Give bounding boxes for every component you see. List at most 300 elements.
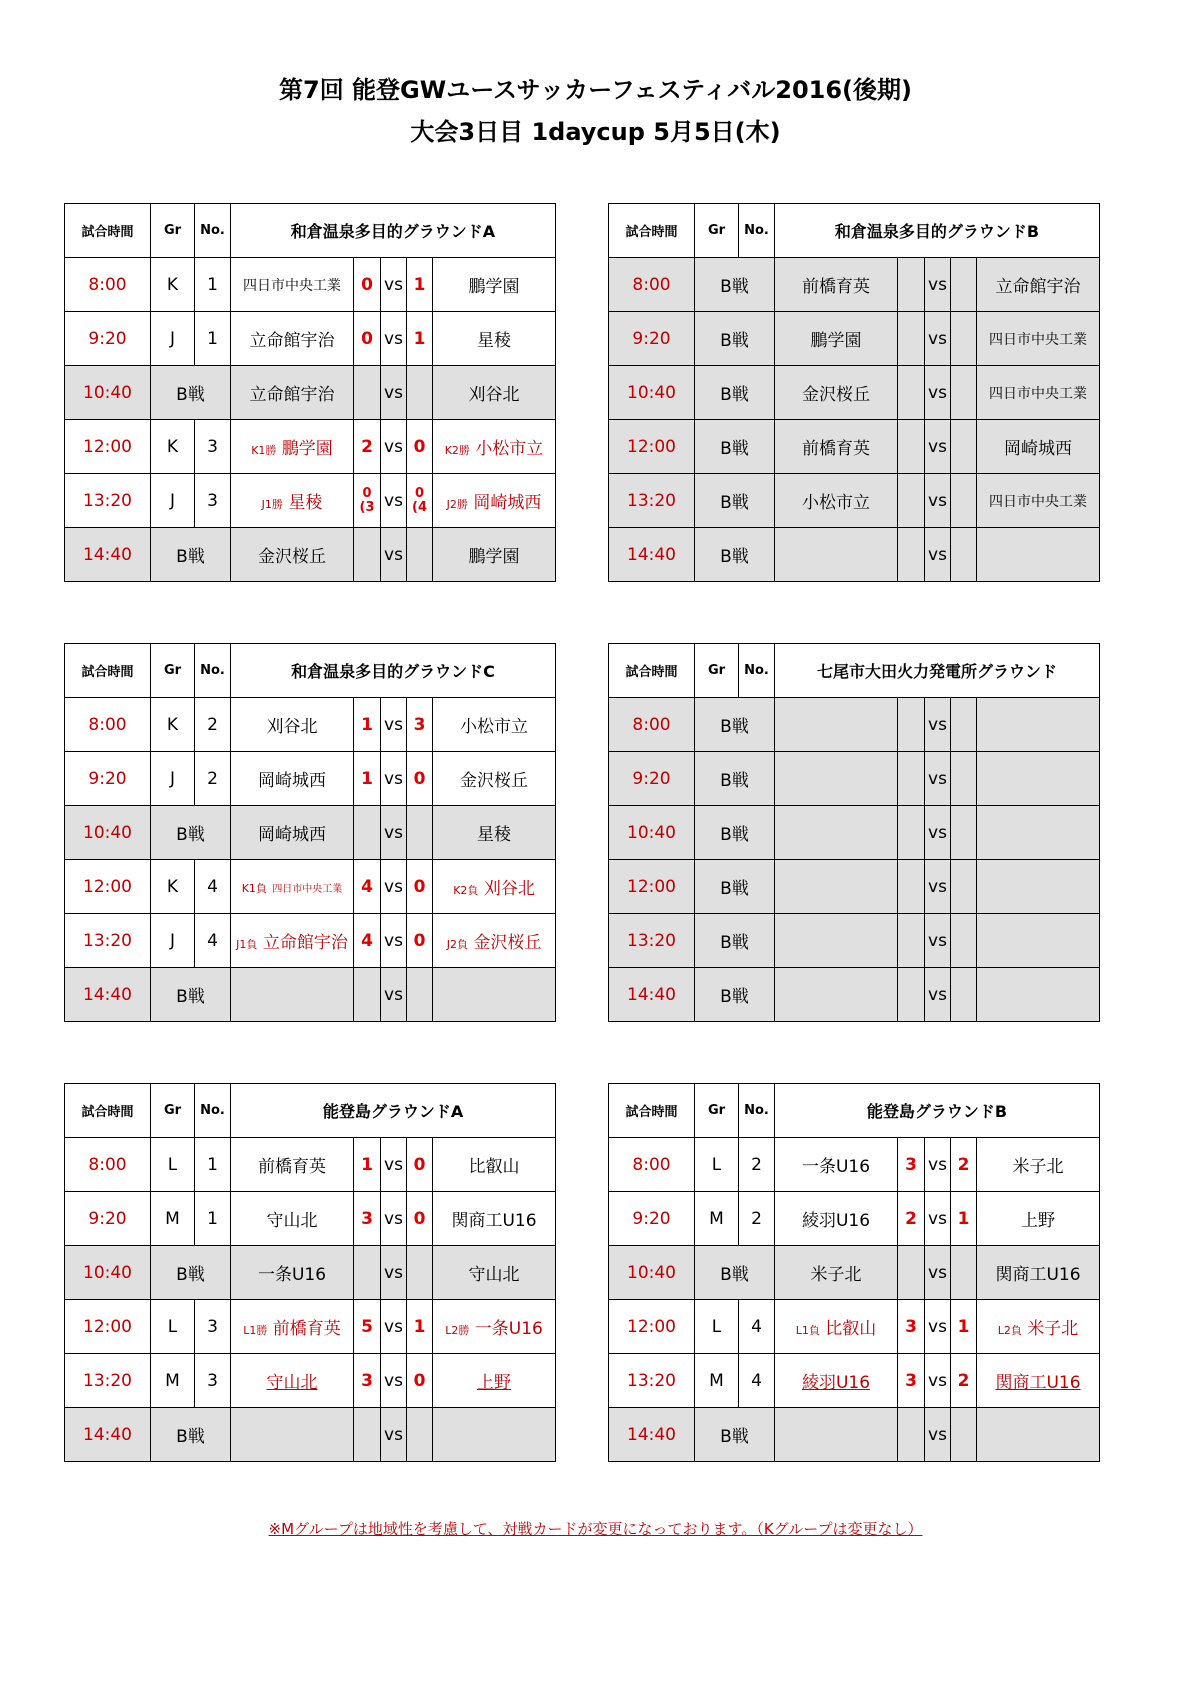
vs-label: vs (925, 258, 951, 312)
match-time: 10:40 (609, 1246, 695, 1300)
group: J (151, 752, 195, 806)
table-row (65, 366, 556, 420)
vs-label: vs (925, 474, 951, 528)
home-seed: K1勝 (251, 444, 277, 457)
away-score: 3 (407, 698, 433, 752)
match-time: 10:40 (609, 366, 695, 420)
away-team (977, 914, 1100, 968)
away-score: 0 (407, 1138, 433, 1192)
away-score (407, 366, 433, 420)
away-score: 1 (951, 1300, 977, 1354)
away-team: 立命館宇治 (977, 258, 1100, 312)
schedule-table (608, 643, 1100, 1022)
away-team: 四日市中央工業 (977, 474, 1100, 528)
table-row (609, 1408, 1100, 1462)
home-score (898, 698, 925, 752)
home-team: K1負 四日市中央工業 (231, 860, 354, 914)
home-team: J1負 立命館宇治 (231, 914, 354, 968)
b-match-label: B戦 (695, 1246, 775, 1300)
header-time: 試合時間 (65, 1084, 151, 1138)
home-team (775, 698, 898, 752)
away-team (977, 860, 1100, 914)
vs-label: vs (381, 1246, 407, 1300)
away-team: K2勝 小松市立 (433, 420, 556, 474)
away-score (951, 312, 977, 366)
home-team (231, 968, 354, 1022)
home-score (354, 1408, 381, 1462)
table-row (65, 914, 556, 968)
away-score (407, 1246, 433, 1300)
away-team: 比叡山 (433, 1138, 556, 1192)
vs-label: vs (925, 968, 951, 1022)
home-team: K1勝 鵬学園 (231, 420, 354, 474)
vs-label: vs (925, 366, 951, 420)
match-time: 13:20 (609, 1354, 695, 1408)
b-match-label: B戦 (151, 968, 231, 1022)
table-row (609, 806, 1100, 860)
match-no: 3 (195, 474, 231, 528)
header-time: 試合時間 (609, 644, 695, 698)
away-score (951, 474, 977, 528)
away-score: 2 (951, 1138, 977, 1192)
home-score (898, 528, 925, 582)
home-team: 前橋育英 (775, 420, 898, 474)
table-row (65, 474, 556, 528)
match-time: 9:20 (65, 1192, 151, 1246)
header-gr: Gr (151, 1084, 195, 1138)
b-match-label: B戦 (695, 914, 775, 968)
match-no: 4 (739, 1354, 775, 1408)
table-row (609, 860, 1100, 914)
group: M (695, 1192, 739, 1246)
group: K (151, 258, 195, 312)
match-no: 4 (195, 914, 231, 968)
away-team (977, 1408, 1100, 1462)
away-team: 星稜 (433, 806, 556, 860)
vs-label: vs (381, 1408, 407, 1462)
match-time: 12:00 (65, 1300, 151, 1354)
match-time: 13:20 (65, 474, 151, 528)
ground-name: 和倉温泉多目的グラウンドC (231, 644, 556, 698)
table-row (65, 312, 556, 366)
home-team: 立命館宇治 (231, 312, 354, 366)
table-row (609, 420, 1100, 474)
home-team: 刈谷北 (231, 698, 354, 752)
table-row (609, 752, 1100, 806)
match-no: 1 (195, 1138, 231, 1192)
away-score: 1 (407, 312, 433, 366)
match-no: 3 (195, 1300, 231, 1354)
home-team: 小松市立 (775, 474, 898, 528)
ground-name: 和倉温泉多目的グラウンドA (231, 204, 556, 258)
match-time: 14:40 (609, 1408, 695, 1462)
table-row (65, 806, 556, 860)
header-time: 試合時間 (65, 204, 151, 258)
schedule-table (64, 1083, 556, 1462)
group: J (151, 914, 195, 968)
b-match-label: B戦 (695, 806, 775, 860)
header-gr: Gr (151, 644, 195, 698)
match-no: 4 (195, 860, 231, 914)
vs-label: vs (381, 1192, 407, 1246)
away-score: 1 (951, 1192, 977, 1246)
match-time: 12:00 (609, 860, 695, 914)
vs-label: vs (925, 1300, 951, 1354)
away-team: J2負 金沢桜丘 (433, 914, 556, 968)
b-match-label: B戦 (695, 366, 775, 420)
table-row (609, 1246, 1100, 1300)
vs-label: vs (381, 806, 407, 860)
away-score: 0 (407, 752, 433, 806)
away-score (951, 420, 977, 474)
away-score (951, 860, 977, 914)
b-match-label: B戦 (695, 528, 775, 582)
away-score (951, 366, 977, 420)
ground-name: 和倉温泉多目的グラウンドB (775, 204, 1100, 258)
match-no: 3 (195, 420, 231, 474)
vs-label: vs (381, 420, 407, 474)
vs-label: vs (381, 752, 407, 806)
vs-label: vs (381, 528, 407, 582)
header-no: No. (195, 204, 231, 258)
home-score: 1 (354, 752, 381, 806)
home-team: 綾羽U16 (775, 1192, 898, 1246)
match-no: 3 (195, 1354, 231, 1408)
away-team: 守山北 (433, 1246, 556, 1300)
schedule-table (64, 643, 556, 1022)
table-row (609, 1354, 1100, 1408)
away-team: 鵬学園 (433, 258, 556, 312)
away-score (951, 1246, 977, 1300)
away-team: J2勝 岡崎城西 (433, 474, 556, 528)
group: K (151, 860, 195, 914)
header-time: 試合時間 (65, 644, 151, 698)
match-time: 9:20 (65, 752, 151, 806)
match-time: 10:40 (609, 806, 695, 860)
home-team: 四日市中央工業 (231, 258, 354, 312)
vs-label: vs (381, 366, 407, 420)
home-score: 4 (354, 860, 381, 914)
schedule-table (608, 203, 1100, 582)
group: J (151, 312, 195, 366)
match-time: 10:40 (65, 1246, 151, 1300)
away-team: 四日市中央工業 (977, 366, 1100, 420)
b-match-label: B戦 (695, 1408, 775, 1462)
table-row (609, 474, 1100, 528)
table-row (609, 968, 1100, 1022)
home-team: 一条U16 (775, 1138, 898, 1192)
table-row (65, 698, 556, 752)
away-score: 1 (407, 1300, 433, 1354)
match-time: 9:20 (609, 1192, 695, 1246)
away-score (407, 968, 433, 1022)
home-score (354, 968, 381, 1022)
away-team: 米子北 (977, 1138, 1100, 1192)
away-score: 0 (407, 860, 433, 914)
match-time: 13:20 (609, 914, 695, 968)
ground-name: 能登島グラウンドA (231, 1084, 556, 1138)
table-row (65, 1138, 556, 1192)
home-score: 4 (354, 914, 381, 968)
away-seed: J2勝 (446, 498, 468, 511)
home-seed: L1負 (795, 1324, 820, 1337)
home-score: 2 (354, 420, 381, 474)
match-no: 2 (195, 752, 231, 806)
match-time: 14:40 (609, 968, 695, 1022)
b-match-label: B戦 (151, 1408, 231, 1462)
header-time: 試合時間 (609, 1084, 695, 1138)
away-team: 岡崎城西 (977, 420, 1100, 474)
vs-label: vs (925, 420, 951, 474)
away-team: L2勝 一条U16 (433, 1300, 556, 1354)
away-score (407, 806, 433, 860)
home-score (354, 528, 381, 582)
vs-label: vs (381, 860, 407, 914)
vs-label: vs (925, 1408, 951, 1462)
vs-label: vs (925, 914, 951, 968)
home-score (898, 420, 925, 474)
away-team (977, 968, 1100, 1022)
b-match-label: B戦 (695, 420, 775, 474)
match-time: 12:00 (609, 1300, 695, 1354)
home-score (898, 968, 925, 1022)
home-team: 一条U16 (231, 1246, 354, 1300)
group: J (151, 474, 195, 528)
table-row (65, 258, 556, 312)
away-score: 0 (4 (407, 474, 433, 528)
match-time: 12:00 (65, 860, 151, 914)
home-team: L1勝 前橋育英 (231, 1300, 354, 1354)
group: M (151, 1192, 195, 1246)
header-no: No. (195, 644, 231, 698)
b-match-label: B戦 (151, 806, 231, 860)
table-row (65, 860, 556, 914)
match-time: 9:20 (65, 312, 151, 366)
away-team: 小松市立 (433, 698, 556, 752)
group: M (151, 1354, 195, 1408)
header-no: No. (195, 1084, 231, 1138)
home-team: L1負 比叡山 (775, 1300, 898, 1354)
match-no: 1 (195, 312, 231, 366)
home-team (775, 752, 898, 806)
home-team (775, 1408, 898, 1462)
away-team: 関商工U16 (433, 1192, 556, 1246)
ground-name: 能登島グラウンドB (775, 1084, 1100, 1138)
match-time: 12:00 (609, 420, 695, 474)
home-score: 0 (3 (354, 474, 381, 528)
away-team (977, 528, 1100, 582)
home-team: 米子北 (775, 1246, 898, 1300)
match-time: 14:40 (65, 528, 151, 582)
home-score: 5 (354, 1300, 381, 1354)
group: K (151, 698, 195, 752)
away-team: 金沢桜丘 (433, 752, 556, 806)
home-team: 立命館宇治 (231, 366, 354, 420)
b-match-label: B戦 (695, 258, 775, 312)
away-team: L2負 米子北 (977, 1300, 1100, 1354)
group: K (151, 420, 195, 474)
header-no: No. (739, 204, 775, 258)
b-match-label: B戦 (695, 860, 775, 914)
away-score (951, 258, 977, 312)
vs-label: vs (381, 474, 407, 528)
home-score (898, 914, 925, 968)
away-score: 0 (407, 1192, 433, 1246)
home-team (775, 914, 898, 968)
vs-label: vs (925, 806, 951, 860)
away-score (951, 968, 977, 1022)
page-subtitle: 大会3日目 1daycup 5月5日(木) (410, 118, 781, 146)
away-team (433, 968, 556, 1022)
home-score (898, 474, 925, 528)
b-match-label: B戦 (151, 528, 231, 582)
match-no: 1 (195, 258, 231, 312)
home-score: 2 (898, 1192, 925, 1246)
away-score (951, 1408, 977, 1462)
table-row (65, 1300, 556, 1354)
header-gr: Gr (695, 1084, 739, 1138)
header-gr: Gr (695, 644, 739, 698)
b-match-label: B戦 (695, 698, 775, 752)
home-team: 金沢桜丘 (775, 366, 898, 420)
away-team (977, 752, 1100, 806)
table-row (609, 312, 1100, 366)
away-team (977, 698, 1100, 752)
away-team: 関商工U16 (977, 1354, 1100, 1408)
vs-label: vs (381, 1300, 407, 1354)
home-score (898, 312, 925, 366)
b-match-label: B戦 (151, 1246, 231, 1300)
home-team: 前橋育英 (775, 258, 898, 312)
match-time: 13:20 (65, 914, 151, 968)
b-match-label: B戦 (151, 366, 231, 420)
away-seed: K2負 (453, 884, 479, 897)
group: L (695, 1300, 739, 1354)
match-no: 4 (739, 1300, 775, 1354)
match-time: 14:40 (65, 1408, 151, 1462)
table-row (609, 258, 1100, 312)
away-team (977, 806, 1100, 860)
match-time: 10:40 (65, 366, 151, 420)
home-score: 3 (354, 1354, 381, 1408)
footnote: ※Mグループは地域性を考慮して、対戦カードが変更になっております。（Kグループは変更なし） (268, 1520, 923, 1538)
b-match-label: B戦 (695, 968, 775, 1022)
away-team: K2負 刈谷北 (433, 860, 556, 914)
home-score (898, 1408, 925, 1462)
away-score (951, 914, 977, 968)
home-team: 守山北 (231, 1192, 354, 1246)
header-gr: Gr (695, 204, 739, 258)
home-score (898, 1246, 925, 1300)
home-team: 岡崎城西 (231, 752, 354, 806)
group: M (695, 1354, 739, 1408)
home-score (354, 806, 381, 860)
b-match-label: B戦 (695, 312, 775, 366)
table-row (65, 968, 556, 1022)
vs-label: vs (381, 1354, 407, 1408)
away-score: 0 (407, 914, 433, 968)
away-score: 0 (407, 1354, 433, 1408)
away-score (951, 528, 977, 582)
home-team (775, 528, 898, 582)
match-no: 2 (195, 698, 231, 752)
home-score: 0 (354, 258, 381, 312)
group: L (151, 1138, 195, 1192)
vs-label: vs (925, 1192, 951, 1246)
home-team: 守山北 (231, 1354, 354, 1408)
match-time: 8:00 (609, 258, 695, 312)
vs-label: vs (381, 968, 407, 1022)
match-time: 8:00 (65, 1138, 151, 1192)
away-score: 0 (407, 420, 433, 474)
match-time: 14:40 (65, 968, 151, 1022)
vs-label: vs (925, 752, 951, 806)
away-team (433, 1408, 556, 1462)
table-row (609, 698, 1100, 752)
home-score: 3 (898, 1354, 925, 1408)
match-time: 8:00 (65, 258, 151, 312)
match-time: 14:40 (609, 528, 695, 582)
table-row (65, 1246, 556, 1300)
table-row (65, 752, 556, 806)
away-team: 上野 (433, 1354, 556, 1408)
home-score (898, 366, 925, 420)
table-row (609, 1300, 1100, 1354)
away-seed: L2勝 (445, 1324, 470, 1337)
home-team: 前橋育英 (231, 1138, 354, 1192)
vs-label: vs (925, 1138, 951, 1192)
schedule-table (608, 1083, 1100, 1462)
group: L (151, 1300, 195, 1354)
home-team (775, 806, 898, 860)
b-match-label: B戦 (695, 474, 775, 528)
match-time: 9:20 (609, 312, 695, 366)
away-score (951, 752, 977, 806)
vs-label: vs (381, 914, 407, 968)
away-score (951, 698, 977, 752)
home-seed: K1負 (241, 881, 267, 895)
away-score: 2 (951, 1354, 977, 1408)
match-time: 9:20 (609, 752, 695, 806)
vs-label: vs (381, 1138, 407, 1192)
home-team (775, 968, 898, 1022)
group: L (695, 1138, 739, 1192)
table-row (609, 914, 1100, 968)
home-team: 綾羽U16 (775, 1354, 898, 1408)
match-no: 2 (739, 1192, 775, 1246)
table-row (65, 1408, 556, 1462)
match-time: 8:00 (65, 698, 151, 752)
match-no: 2 (739, 1138, 775, 1192)
home-score (898, 806, 925, 860)
away-team: 四日市中央工業 (977, 312, 1100, 366)
table-row (65, 1192, 556, 1246)
vs-label: vs (925, 860, 951, 914)
table-row (609, 528, 1100, 582)
away-seed: L2負 (997, 1324, 1022, 1337)
away-score (407, 528, 433, 582)
table-row (609, 366, 1100, 420)
table-row (609, 1138, 1100, 1192)
match-time: 10:40 (65, 806, 151, 860)
home-score: 3 (898, 1300, 925, 1354)
table-row (609, 1192, 1100, 1246)
vs-label: vs (381, 258, 407, 312)
home-team (775, 860, 898, 914)
home-score: 0 (354, 312, 381, 366)
home-score: 1 (354, 698, 381, 752)
home-score (898, 752, 925, 806)
